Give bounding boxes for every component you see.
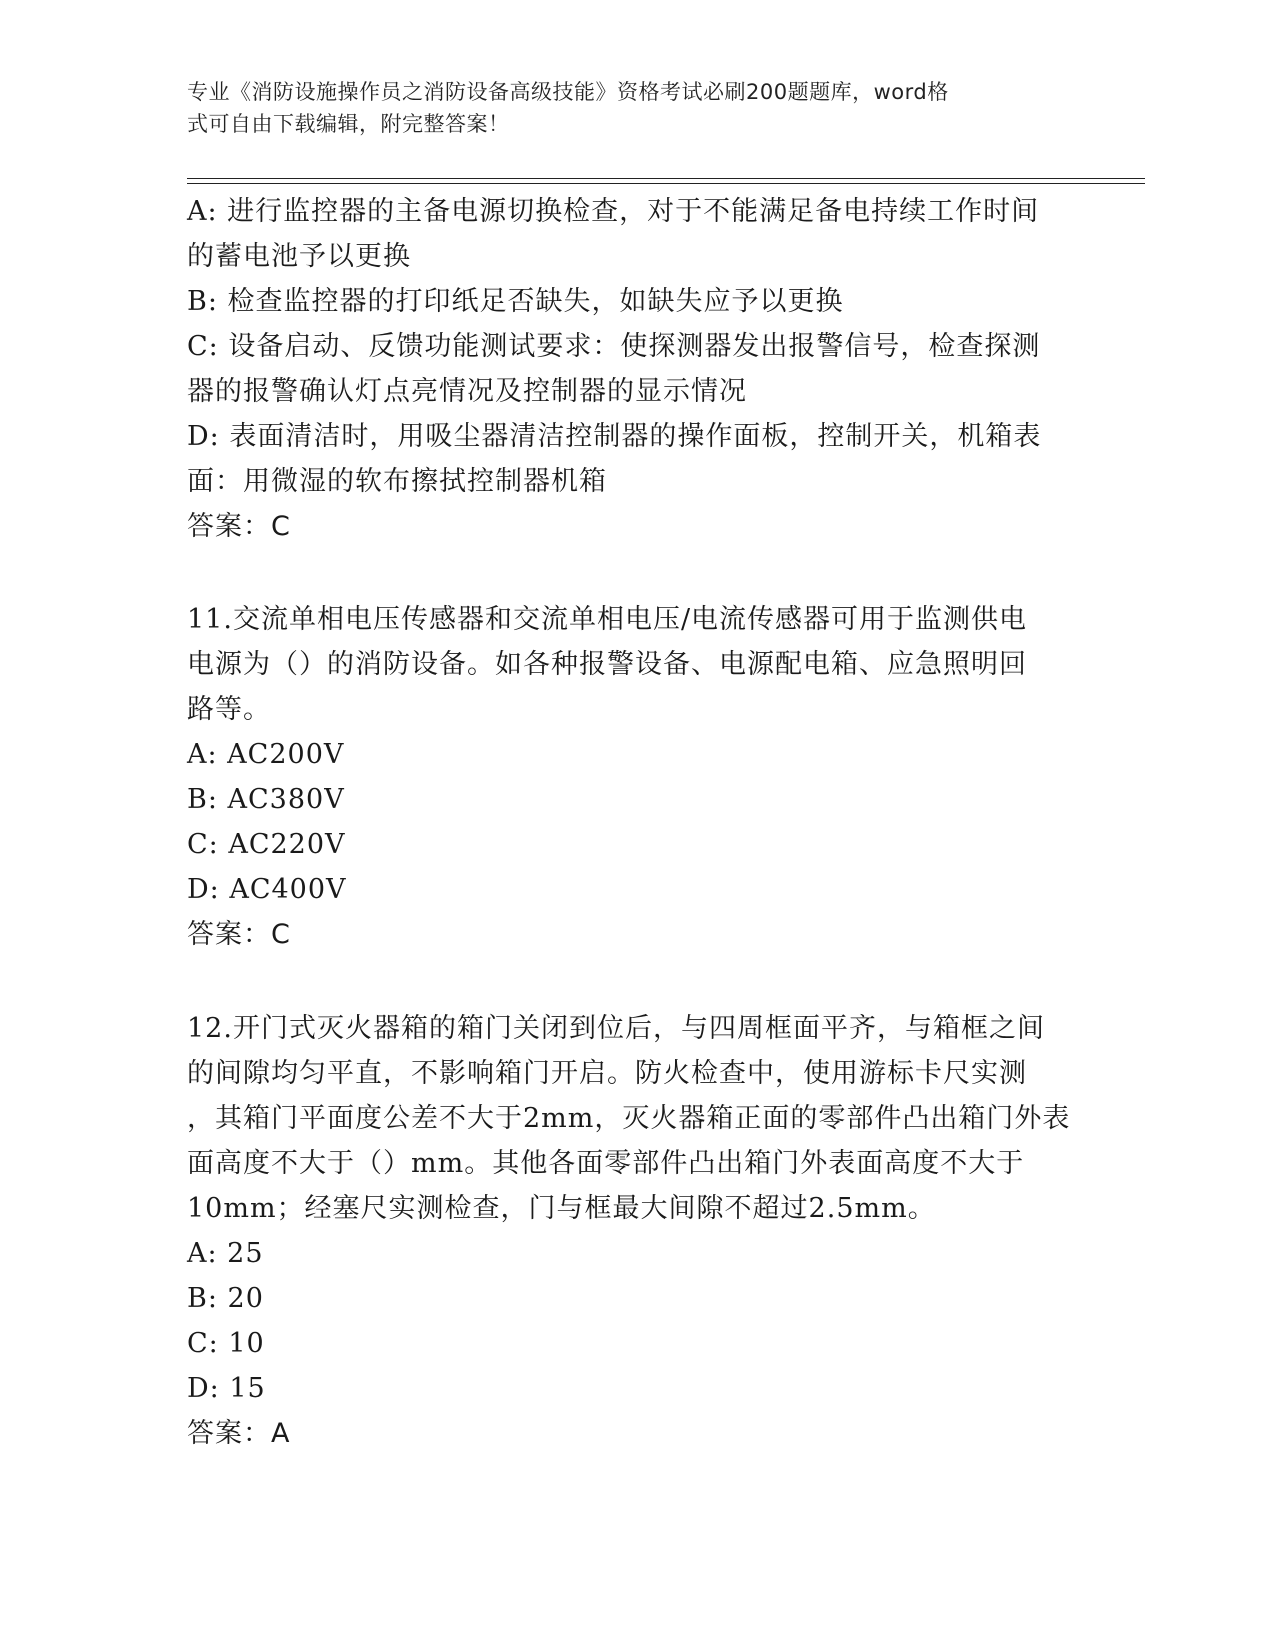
question-11 bbox=[187, 597, 1087, 957]
q12-answer: 答案：A bbox=[187, 1418, 291, 1449]
q12-stem-line5: 10mm；经塞尺实测检查，门与框最大间隙不超过2.5mm。 bbox=[187, 1193, 936, 1224]
q10-option-c-line2: 器的报警确认灯点亮情况及控制器的显示情况 bbox=[187, 376, 747, 407]
q12-stem-line1: 12.开门式灭火器箱的箱门关闭到位后，与四周框面平齐，与箱框之间 bbox=[187, 1013, 1045, 1044]
q12-option-a: A: 25 bbox=[187, 1238, 264, 1269]
q12-stem-line3: ，其箱门平面度公差不大于2mm，灭火器箱正面的零部件凸出箱门外表 bbox=[187, 1103, 1071, 1134]
q10-answer: 答案：C bbox=[187, 511, 291, 542]
q12-stem-line2: 的间隙均匀平直，不影响箱门开启。防火检查中，使用游标卡尺实测 bbox=[187, 1058, 1027, 1089]
q11-answer: 答案：C bbox=[187, 919, 291, 950]
question-10 bbox=[187, 189, 1087, 549]
header-line-2: 式可自由下载编辑，附完整答案！ bbox=[187, 112, 510, 136]
q11-option-c: C: AC220V bbox=[187, 829, 346, 860]
document-header bbox=[187, 76, 1067, 140]
q10-option-d-line1: D: 表面清洁时，用吸尘器清洁控制器的操作面板，控制开关，机箱表 bbox=[187, 421, 1042, 452]
q11-stem-line1: 11.交流单相电压传感器和交流单相电压/电流传感器可用于监测供电 bbox=[187, 604, 1028, 635]
q11-stem-line3: 路等。 bbox=[187, 694, 271, 725]
q12-option-b: B: 20 bbox=[187, 1283, 264, 1314]
q10-option-c-line1: C: 设备启动、反馈功能测试要求：使探测器发出报警信号，检查探测 bbox=[187, 331, 1041, 362]
q12-stem-line4: 面高度不大于（）mm。其他各面零部件凸出箱门外表面高度不大于 bbox=[187, 1148, 1025, 1179]
q12-option-c: C: 10 bbox=[187, 1328, 265, 1359]
q11-option-a: A: AC200V bbox=[187, 739, 345, 770]
q12-option-d: D: 15 bbox=[187, 1373, 266, 1404]
q11-option-d: D: AC400V bbox=[187, 874, 347, 905]
q10-option-d-line2: 面：用微湿的软布擦拭控制器机箱 bbox=[187, 466, 607, 497]
question-12 bbox=[187, 1006, 1087, 1456]
q10-option-a-line2: 的蓄电池予以更换 bbox=[187, 241, 411, 272]
header-divider-top bbox=[187, 178, 1145, 179]
header-line-1: 专业《消防设施操作员之消防设备高级技能》资格考试必刷200题题库，word格 bbox=[187, 80, 949, 104]
header-divider-bottom bbox=[187, 183, 1145, 184]
q10-option-b: B: 检查监控器的打印纸足否缺失，如缺失应予以更换 bbox=[187, 286, 844, 317]
q11-stem-line2: 电源为（）的消防设备。如各种报警设备、电源配电箱、应急照明回 bbox=[187, 649, 1027, 680]
q10-option-a-line1: A: 进行监控器的主备电源切换检查，对于不能满足备电持续工作时间 bbox=[187, 196, 1040, 227]
q11-option-b: B: AC380V bbox=[187, 784, 345, 815]
